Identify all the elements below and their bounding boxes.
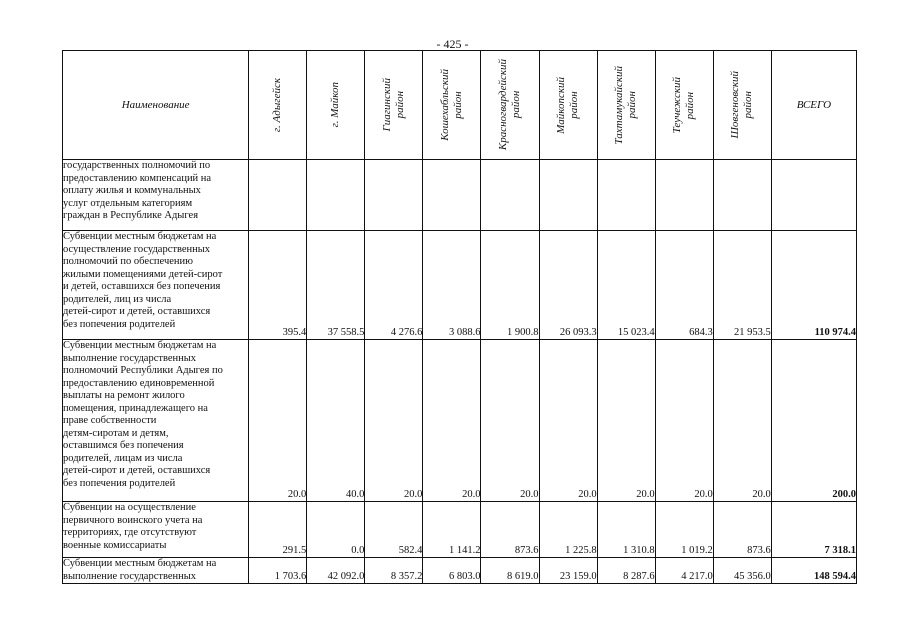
cell-value: 291.5 (249, 502, 307, 558)
cell-value: 8 287.6 (597, 558, 655, 584)
page-number: - 425 - (436, 37, 469, 51)
cell-value: 42 092.0 (307, 558, 365, 584)
cell-value: 20.0 (365, 340, 423, 502)
cell-value: 1 019.2 (655, 502, 713, 558)
table-row (63, 340, 857, 502)
row-name: Субвенции местным бюджетам на выполнение государственных (63, 558, 249, 584)
column-header-total: ВСЕГО (771, 51, 856, 160)
column-header-region: Шовгеновский район (713, 51, 771, 160)
cell-value: 8 619.0 (481, 558, 539, 584)
cell-value: 1 225.8 (539, 502, 597, 558)
cell-value (423, 160, 481, 231)
cell-value: 23 159.0 (539, 558, 597, 584)
column-header-region: Гиагинский район (365, 51, 423, 160)
cell-value (655, 160, 713, 231)
cell-value: 21 953.5 (713, 231, 771, 340)
cell-total: 148 594.4 (771, 558, 856, 584)
cell-value (597, 160, 655, 231)
cell-value: 684.3 (655, 231, 713, 340)
header-row (63, 51, 857, 160)
column-header-region: г. Майкоп (307, 51, 365, 160)
cell-value: 0.0 (307, 502, 365, 558)
cell-total: 110 974.4 (771, 231, 856, 340)
cell-value: 20.0 (481, 340, 539, 502)
cell-value: 4 217.0 (655, 558, 713, 584)
cell-value (365, 160, 423, 231)
row-name: Субвенции местным бюджетам на выполнение государственных полномочий Республики Адыгея по предоставлению единовременной выплаты на ремонт жилого помещения, принадлежащего на праве собственности детям-сиротам и детям, оставшимся без попечения родителей, лицам из числа детей-сирот и детей, оставшихся без попечения родителей (63, 340, 249, 502)
cell-value: 15 023.4 (597, 231, 655, 340)
row-name: Субвенции местным бюджетам на осуществление государственных полномочий по обеспечению жилыми помещениями детей-сирот и детей, оставшихся без попечения родителей, лиц из числа детей-сирот и детей, оставшихся без попечения родителей (63, 231, 249, 340)
cell-value: 20.0 (423, 340, 481, 502)
cell-value: 40.0 (307, 340, 365, 502)
cell-total: 200.0 (771, 340, 856, 502)
cell-value: 20.0 (249, 340, 307, 502)
cell-value: 37 558.5 (307, 231, 365, 340)
cell-value (249, 160, 307, 231)
column-header-region: Тахтамукайский район (597, 51, 655, 160)
cell-value (713, 160, 771, 231)
cell-value: 8 357.2 (365, 558, 423, 584)
cell-value: 20.0 (713, 340, 771, 502)
cell-value: 1 900.8 (481, 231, 539, 340)
cell-value: 20.0 (539, 340, 597, 502)
table-row (63, 558, 857, 584)
column-header-region: Красногвардейский район (481, 51, 539, 160)
cell-value: 3 088.6 (423, 231, 481, 340)
cell-value: 26 093.3 (539, 231, 597, 340)
cell-total: 7 318.1 (771, 502, 856, 558)
cell-value: 45 356.0 (713, 558, 771, 584)
column-header-region: г. Адыгейск (249, 51, 307, 160)
column-header-region: Кошехабльский район (423, 51, 481, 160)
cell-value: 1 141.2 (423, 502, 481, 558)
column-header-name: Наименование (63, 51, 249, 160)
cell-value: 395.4 (249, 231, 307, 340)
cell-value: 1 310.8 (597, 502, 655, 558)
row-name: государственных полномочий по предоставлению компенсаций на оплату жилья и коммунальных услуг отдельным категориям граждан в Республике Адыгея (63, 160, 249, 231)
table-row (63, 160, 857, 231)
cell-value (481, 160, 539, 231)
cell-value: 20.0 (597, 340, 655, 502)
column-header-region: Теучежский район (655, 51, 713, 160)
cell-value: 4 276.6 (365, 231, 423, 340)
row-name: Субвенции на осуществление первичного воинского учета на территориях, где отсутствуют военные комиссариаты (63, 502, 249, 558)
subventions-table (62, 50, 857, 584)
cell-total (771, 160, 856, 231)
table-row (63, 231, 857, 340)
table-row (63, 502, 857, 558)
cell-value: 873.6 (713, 502, 771, 558)
cell-value (539, 160, 597, 231)
cell-value: 6 803.0 (423, 558, 481, 584)
column-header-region: Майкопский район (539, 51, 597, 160)
cell-value: 582.4 (365, 502, 423, 558)
cell-value: 1 703.6 (249, 558, 307, 584)
cell-value (307, 160, 365, 231)
cell-value: 873.6 (481, 502, 539, 558)
cell-value: 20.0 (655, 340, 713, 502)
